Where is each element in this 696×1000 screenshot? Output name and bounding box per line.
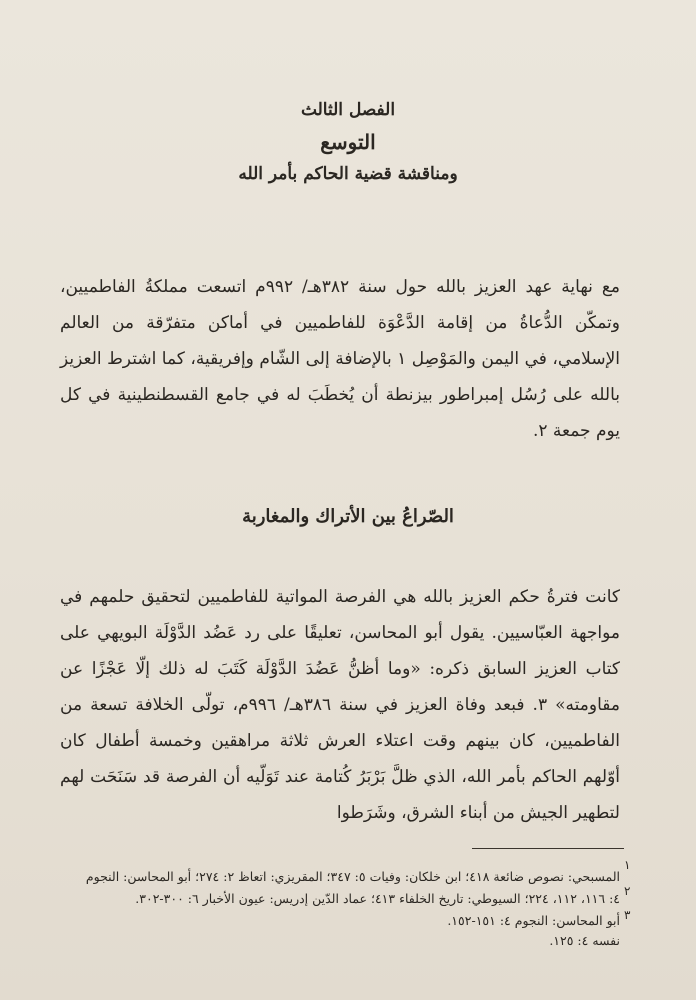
- section-heading: الصّراعُ بين الأتراك والمغاربة: [242, 506, 454, 527]
- footnote-line-3: أبو المحاسن: النجوم ٤: ١٥١-١٥٢.: [447, 913, 620, 928]
- footnote-number-2: ٢: [624, 884, 631, 898]
- footnote-divider: [472, 848, 624, 849]
- chapter-number: الفصل الثالث: [300, 100, 396, 120]
- footnote-line-4: نفسه ٤: ١٢٥.: [549, 933, 620, 948]
- chapter-subtitle: ومناقشة قضية الحاكم بأمر الله: [238, 164, 458, 184]
- chapter-heading: [0, 100, 696, 184]
- footnote-number-1: ١: [624, 858, 631, 872]
- paragraph-2: كانت فترةُ حكم العزيز بالله هي الفرصة المواتية للفاطميين لتحقيق حلمهم في مواجهة العبّاسيين. يقول أبو المحاسن، تعليقًا على رد عَضُد الدَّوْلَة البويهي على كتاب العزيز السابق ذكره: «وما أظنُّ عَضُدَ الدَّوْلَة كَتَبَ له ذلك إلّا عَجْزًا عن مقاومته» ٣. فبعد وفاة العزيز في سنة ٣٨٦هـ/ ٩٩٦م، تولّى الخلافة تسعة من الفاطميين، كان بينهم وقت اعتلاء العرش ثلاثة مراهقين وخمسة أطفال كان أوّلهم الحاكم بأمر الله، الذي ظلَّ بَرْبَرُ كُتامة عند تَوَلّيه أن الفرصة قد سَنَحَت لهم لتطهير الجيش من أبناء الشرق، وشَرَطوا: [60, 587, 620, 823]
- chapter-title: التوسع: [320, 130, 376, 154]
- footnote-line-1: المسبحي: نصوص ضائعة ٤١٨؛ ابن خلكان: وفيات ٥: ٣٤٧؛ المقريزي: اتعاظ ٢: ٢٧٤؛ أبو المحاسن: النجوم: [85, 869, 620, 884]
- paragraph-1: مع نهاية عهد العزيز بالله حول سنة ٣٨٢هـ/ ٩٩٢م اتسعت مملكةُ الفاطميين، وتمكّن الدُّعاةُ من إقامة الدَّعْوَة للفاطميين في أماكن متفرّقة من العالم الإسلامي، في اليمن والمَوْصِل ١ بالإضافة إلى الشّام وإفريقية، كما اشترط العزيز بالله على رُسُل إمبراطور بيزنطة أن يُخطَبَ له في جامع القسطنطينية في كل يوم جمعة ٢.: [60, 277, 620, 441]
- footnote-line-2: ٤: ١١٦، ١١٢، ٢٢٤؛ السيوطي: تاريخ الخلفاء ٤١٣؛ عماد الدّين إدريس: عيون الأخبار ٦: ٣٠٠-٣٠٢.: [135, 891, 620, 906]
- footnote-number-3: ٣: [624, 908, 631, 922]
